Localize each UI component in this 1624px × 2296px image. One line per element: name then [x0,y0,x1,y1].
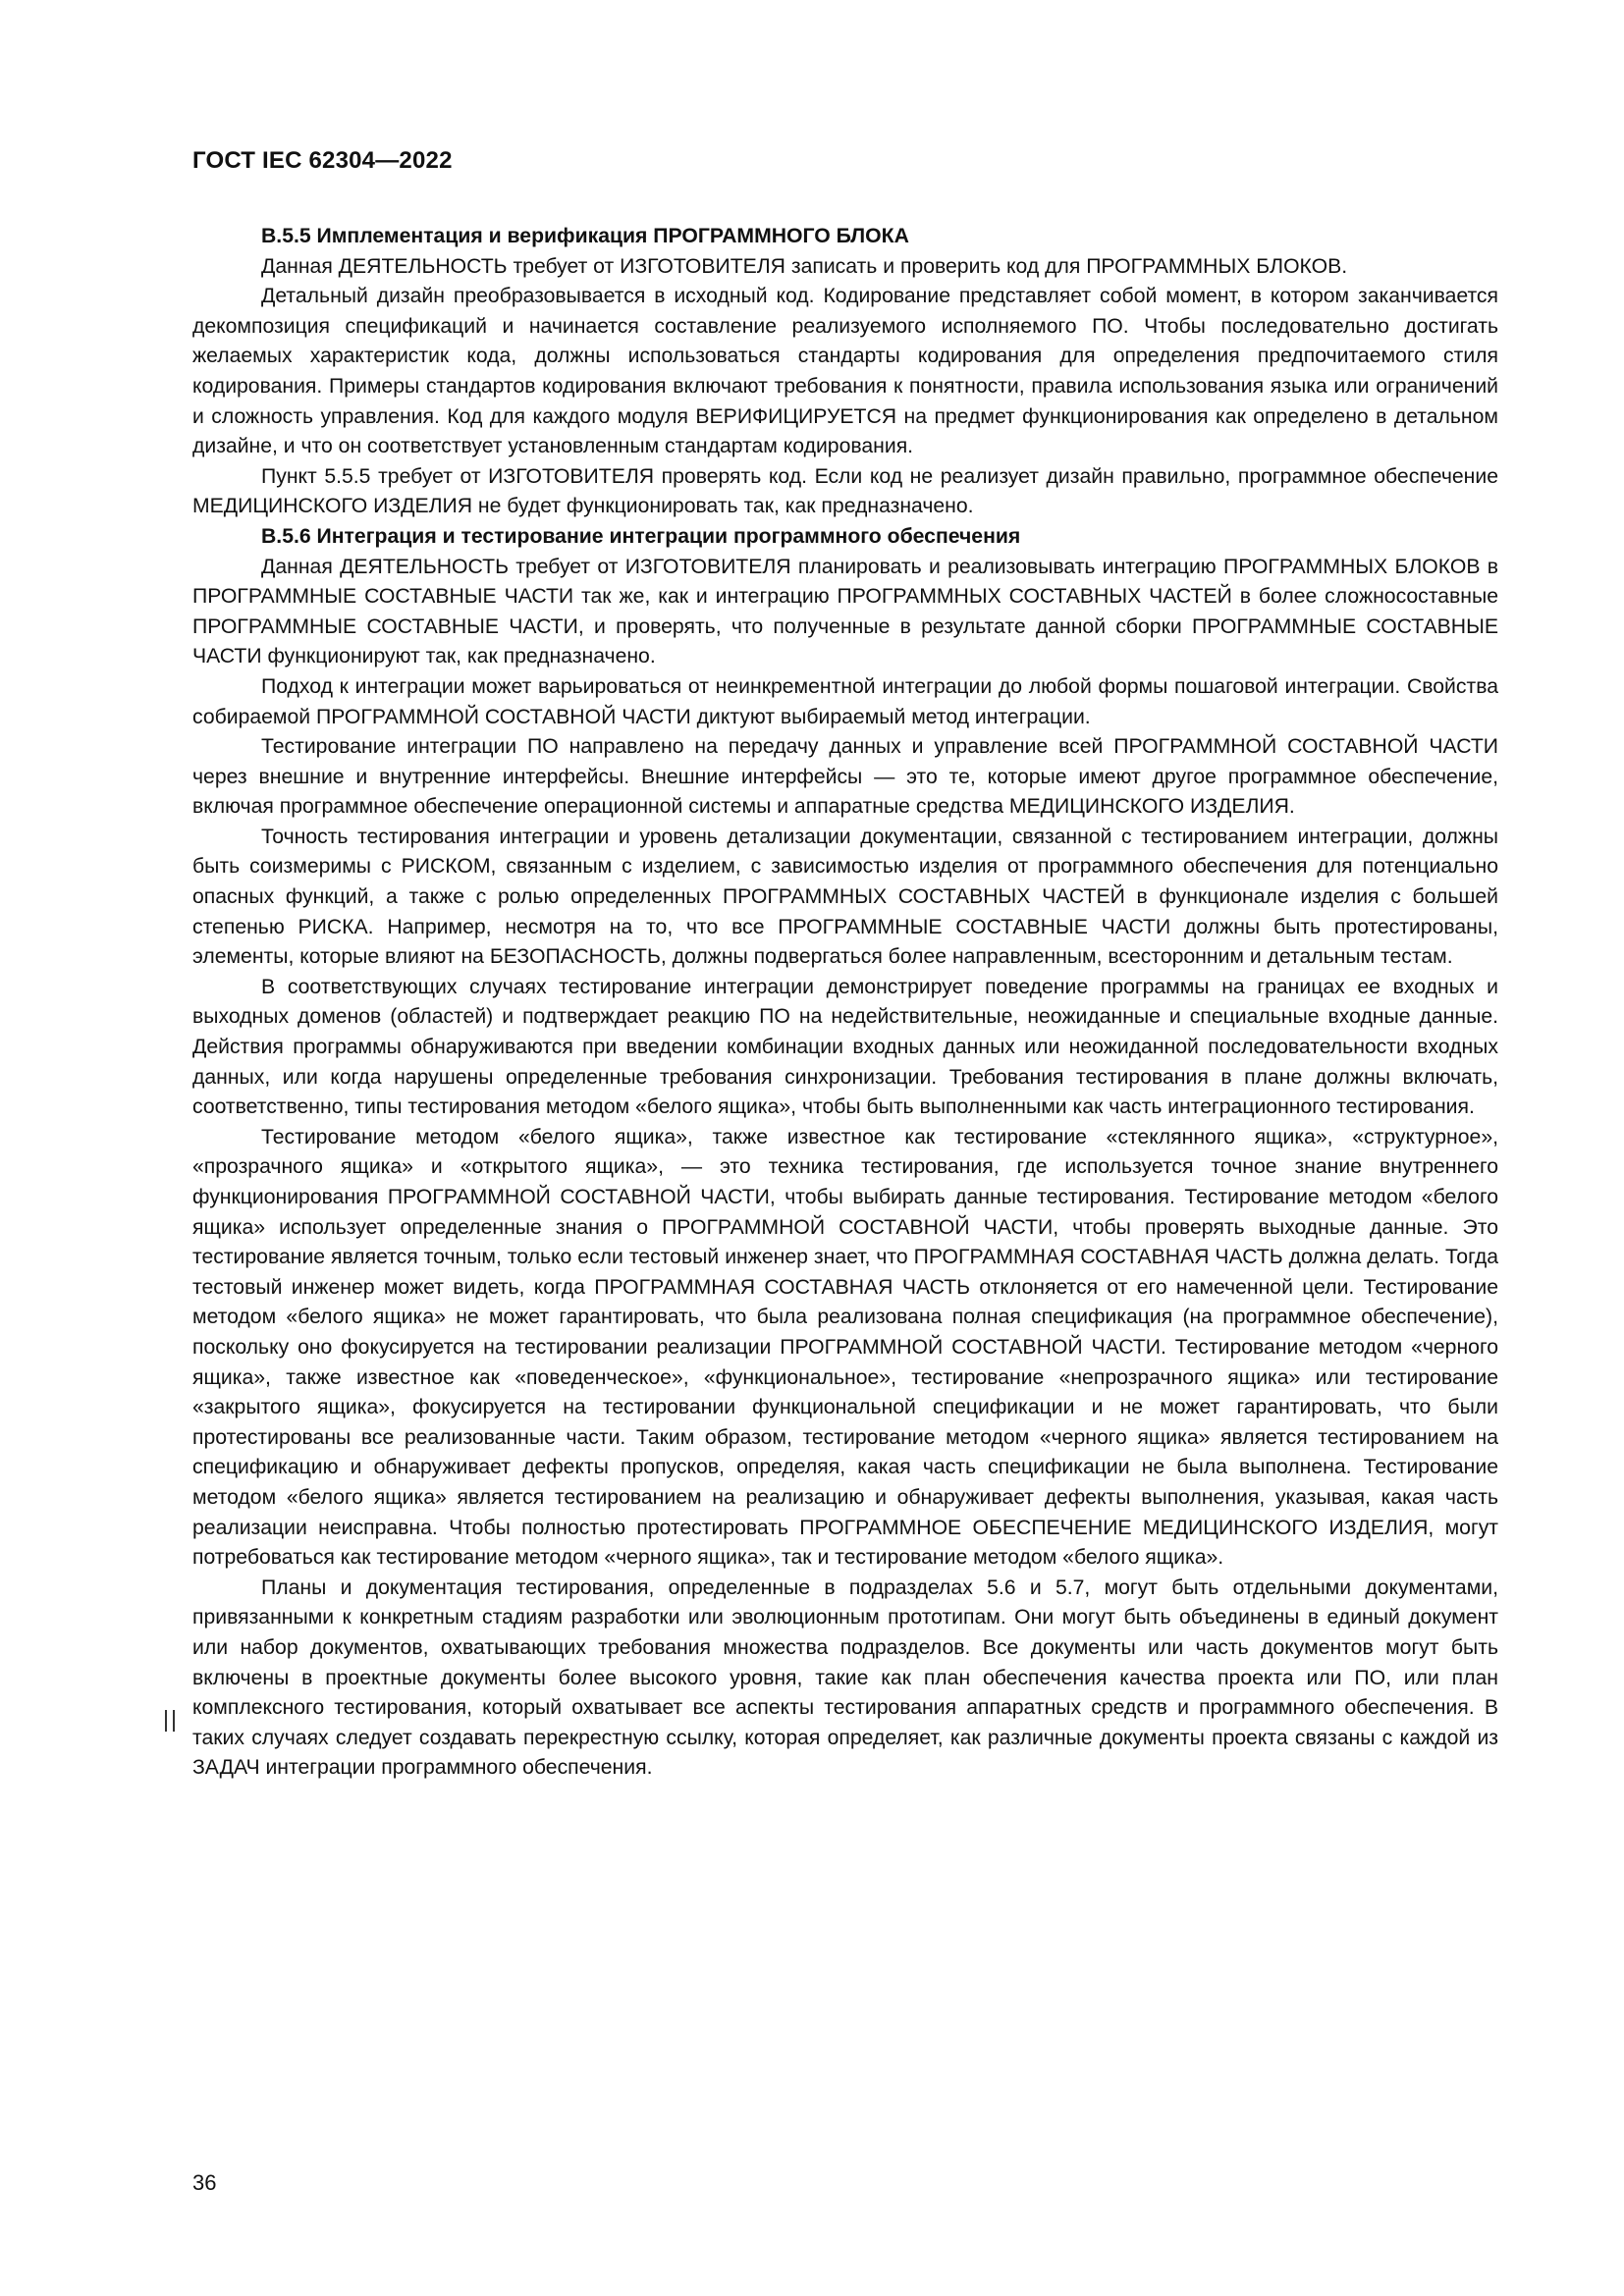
paragraph: В соответствующих случаях тестирование интеграции демонстрирует поведение программы на границах ее входных и выходных доменов (областей) и подтверждает реакцию ПО на недействительные, неожиданные и специальные входные данные. Действия программы обнаруживаются при введении комбинации входных данных или неожиданной последовательности входных данных, или когда нарушены определенные требования синхронизации. Требования тестирования в плане должны включать, соответственно, типы тестирования методом «белого ящика», чтобы быть выполненными как часть интеграционного тестирования. [192,975,1498,1119]
section-heading-b56: В.5.6 Интеграция и тестирование интеграции программного обеспечения [261,524,1021,548]
page-number: 36 [192,2170,217,2195]
paragraph: Данная ДЕЯТЕЛЬНОСТЬ требует от ИЗГОТОВИТЕЛЯ записать и проверить код для ПРОГРАММНЫХ БЛОКОВ. [261,254,1348,278]
paragraph: Точность тестирования интеграции и уровень детализации документации, связанной с тестированием интеграции, должны быть соизмеримы с РИСКОМ, связанным с изделием, с зависимостью изделия от программного обеспечения для потенциально опасных функций, а также с ролью определенных ПРОГРАММНЫХ СОСТАВНЫХ ЧАСТЕЙ в функционале изделия с большей степенью РИСКА. Например, несмотря на то, что все ПРОГРАММНЫЕ СОСТАВНЫЕ ЧАСТИ должны быть протестированы, элементы, которые влияют на БЕЗОПАСНОСТЬ, должны подвергаться более направленным, всесторонним и детальным тестам. [192,825,1498,969]
paragraph: Данная ДЕЯТЕЛЬНОСТЬ требует от ИЗГОТОВИТЕЛЯ планировать и реализовывать интеграцию ПРОГРАММНЫХ БЛОКОВ в ПРОГРАММНЫЕ СОСТАВНЫЕ ЧАСТИ так же, как и интеграцию ПРОГРАММНЫХ СОСТАВНЫХ ЧАСТЕЙ в более сложносоставные ПРОГРАММНЫЕ СОСТАВНЫЕ ЧАСТИ, и проверять, что полученные в результате данной сборки ПРОГРАММНЫЕ СОСТАВНЫЕ ЧАСТИ функционируют так, как предназначено. [192,555,1498,668]
change-bar-marker [165,1710,175,1732]
paragraph: Тестирование методом «белого ящика», также известное как тестирование «стеклянного ящика», «структурное», «прозрачного ящика» и «открытого ящика», — это техника тестирования, где используется точное знание внутреннего функционирования ПРОГРАММНОЙ СОСТАВНОЙ ЧАСТИ, чтобы выбирать данные тестирования. Тестирование методом «белого ящика» использует определенные знания о ПРОГРАММНОЙ СОСТАВНОЙ ЧАСТИ, чтобы проверять выходные данные. Это тестирование является точным, только если тестовый инженер знает, что ПРОГРАММНАЯ СОСТАВНАЯ ЧАСТЬ должна делать. Тогда тестовый инженер может видеть, когда ПРОГРАММНАЯ СОСТАВНАЯ ЧАСТЬ отклоняется от его намеченной цели. Тестирование методом «белого ящика» не может гарантировать, что была реализована полная спецификация (на программное обеспечение), поскольку оно фокусируется на тестировании реализации ПРОГРАММНОЙ СОСТАВНОЙ ЧАСТИ. Тестирование методом «черного ящика», также известное как «поведенческое», «функциональное», тестирование «непрозрачного ящика» или тестирование «закрытого ящика», фокусируется на тестировании функциональной спецификации и не может гарантировать, что были протестированы все реализованные части. Таким образом, тестирование методом «черного ящика» является тестированием на спецификацию и обнаруживает дефекты пропусков, определяя, какая часть спецификации не была выполнена. Тестирование методом «белого ящика» является тестированием на реализацию и обнаруживает дефекты выполнения, указывая, какая часть реализации неисправна. Чтобы полностью протестировать ПРОГРАММНОЕ ОБЕСПЕЧЕНИЕ МЕДИЦИНСКОГО ИЗДЕЛИЯ, могут потребоваться как тестирование методом «черного ящика», так и тестирование методом «белого ящика». [192,1125,1498,1570]
document-header: ГОСТ IEC 62304—2022 [192,147,453,174]
paragraph: Подход к интеграции может варьироваться от неинкрементной интеграции до любой формы пошаговой интеграции. Свойства собираемой ПРОГРАММНОЙ СОСТАВНОЙ ЧАСТИ диктуют выбираемый метод интеграции. [192,674,1498,728]
document-body [192,222,1498,1784]
paragraph: Планы и документация тестирования, определенные в подразделах 5.6 и 5.7, могут быть отдельными документами, привязанными к конкретным стадиям разработки или эволюционным прототипам. Они могут быть объединены в единый документ или набор документов, охватывающих требования множества подразделов. Все документы или часть документов могут быть включены в проектные документы более высокого уровня, такие как план обеспечения качества проекта или ПО, или план комплексного тестирования, который охватывает все аспекты тестирования аппаратных средств и программного обеспечения. В таких случаях следует создавать перекрестную ссылку, которая определяет, как различные документы проекта связаны с каждой из ЗАДАЧ интеграции программного обеспечения. [192,1575,1498,1780]
paragraph: Детальный дизайн преобразовывается в исходный код. Кодирование представляет собой момент, в котором заканчивается декомпозиция спецификаций и начинается составление реализуемого исполняемого ПО. Чтобы последовательно достигать желаемых характеристик кода, должны использоваться стандарты кодирования для определения предпочитаемого стиля кодирования. Примеры стандартов кодирования включают требования к понятности, правила использования языка или ограничений и сложность управления. Код для каждого модуля ВЕРИФИЦИРУЕТСЯ на предмет функционирования как определено в детальном дизайне, и что он соответствует установленным стандартам кодирования. [192,285,1498,458]
section-heading-b55: В.5.5 Имплементация и верификация ПРОГРАММНОГО БЛОКА [261,225,909,247]
paragraph: Пункт 5.5.5 требует от ИЗГОТОВИТЕЛЯ проверять код. Если код не реализует дизайн правильно, программное обеспечение МЕДИЦИНСКОГО ИЗДЕЛИЯ не будет функционировать так, как предназначено. [192,464,1498,518]
paragraph: Тестирование интеграции ПО направлено на передачу данных и управление всей ПРОГРАММНОЙ СОСТАВНОЙ ЧАСТИ через внешние и внутренние интерфейсы. Внешние интерфейсы — это те, которые имеют другое программное обеспечение, включая программное обеспечение операционной системы и аппаратные средства МЕДИЦИНСКОГО ИЗДЕЛИЯ. [192,735,1498,819]
